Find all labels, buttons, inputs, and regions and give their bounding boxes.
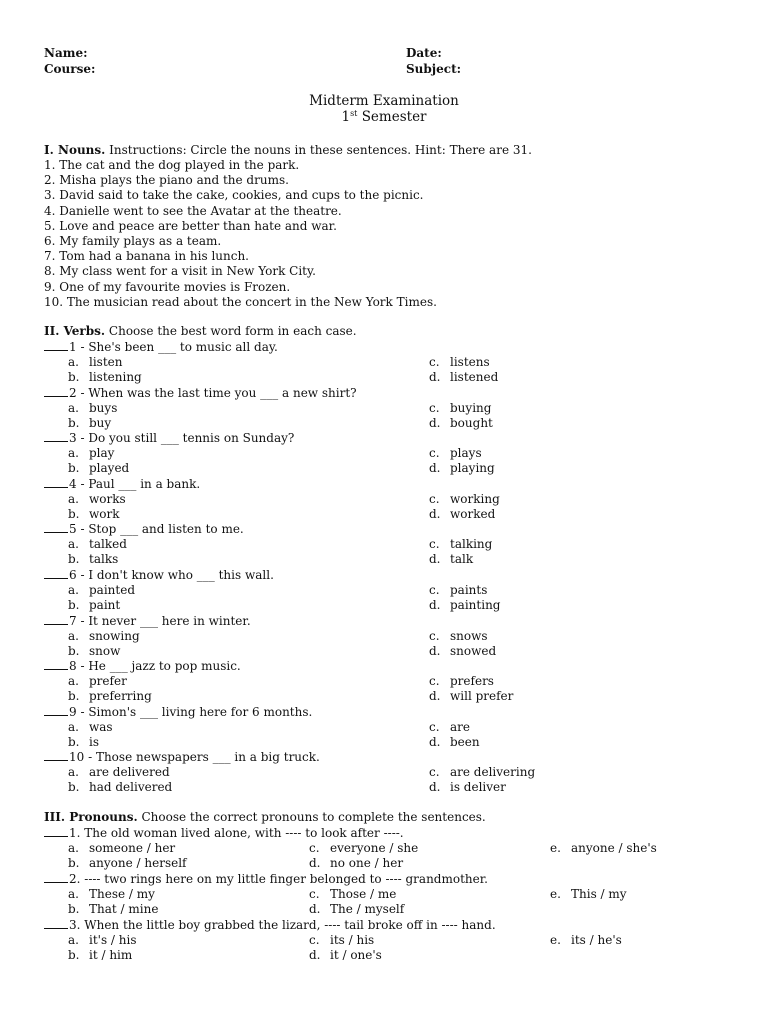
option-text: worked xyxy=(450,506,496,521)
verb-option-b[interactable] xyxy=(68,644,120,659)
option-letter: c. xyxy=(309,841,320,855)
verb-option-d[interactable] xyxy=(429,461,495,476)
nouns-heading xyxy=(44,143,532,157)
noun-sentence: 6. My family plays as a team. xyxy=(44,234,222,248)
answer-blank[interactable] xyxy=(44,431,68,442)
noun-sentence: 8. My class went for a visit in New York City. xyxy=(44,264,316,279)
semester-ordinal-suffix: st xyxy=(350,109,358,118)
option-text: talk xyxy=(450,552,474,567)
verb-option-c[interactable] xyxy=(429,537,492,552)
option-text: everyone / she xyxy=(330,841,419,855)
option-text: it's / his xyxy=(89,933,137,947)
option-text: it / him xyxy=(89,948,133,962)
option-letter: b. xyxy=(68,948,80,962)
option-letter: b. xyxy=(68,370,80,384)
option-text: play xyxy=(89,446,115,461)
date-label: Date: xyxy=(406,46,442,60)
option-letter: b. xyxy=(68,461,80,476)
verb-option-a[interactable] xyxy=(68,355,123,370)
verb-option-c[interactable] xyxy=(429,355,490,370)
answer-blank[interactable] xyxy=(44,826,68,837)
verb-option-c[interactable] xyxy=(429,629,488,644)
option-letter: c. xyxy=(429,537,440,552)
answer-blank[interactable] xyxy=(44,568,68,579)
noun-sentence: 2. Misha plays the piano and the drums. xyxy=(44,173,289,188)
noun-sentence: 4. Danielle went to see the Avatar at the theatre. xyxy=(44,203,342,218)
noun-sentence: 10. The musician read about the concert in the New York Times. xyxy=(44,294,437,309)
verb-question-text: 3 - Do you still ___ tennis on Sunday? xyxy=(69,431,295,446)
option-letter: d. xyxy=(429,734,441,749)
option-text: is xyxy=(89,734,99,749)
option-text: was xyxy=(89,719,113,734)
verb-question xyxy=(44,568,274,583)
option-letter: a. xyxy=(68,674,79,689)
option-letter: b. xyxy=(68,780,80,795)
verb-option-d[interactable] xyxy=(429,370,498,385)
option-text: paints xyxy=(450,583,488,597)
verb-option-d[interactable] xyxy=(429,598,500,613)
verb-option-c[interactable] xyxy=(429,492,500,507)
option-text: played xyxy=(89,461,130,476)
verb-option-d[interactable] xyxy=(429,552,473,567)
pronoun-option-a[interactable] xyxy=(68,887,155,902)
header-row-2 xyxy=(44,62,744,78)
verb-question-text: 1 - She's been ___ to music all day. xyxy=(69,340,278,354)
pronoun-option-c[interactable] xyxy=(309,841,418,856)
option-text: talking xyxy=(450,537,493,552)
verb-question xyxy=(44,522,244,537)
option-letter: a. xyxy=(68,491,79,506)
verbs-heading-label: II. Verbs. xyxy=(44,324,106,338)
option-letter: c. xyxy=(429,674,440,689)
option-text: listened xyxy=(450,370,499,384)
option-letter: e. xyxy=(550,933,561,947)
verb-option-b[interactable] xyxy=(68,689,152,704)
verb-option-a[interactable] xyxy=(68,492,126,507)
option-text: it / one's xyxy=(330,948,382,962)
option-text: listening xyxy=(89,370,142,384)
pronoun-option-a[interactable] xyxy=(68,841,175,856)
option-letter: a. xyxy=(68,933,79,947)
option-text: prefer xyxy=(89,674,127,689)
option-text: playing xyxy=(450,461,495,476)
header-row-1 xyxy=(44,46,744,62)
option-letter: b. xyxy=(68,689,80,704)
verb-question-text: 5 - Stop ___ and listen to me. xyxy=(69,522,244,537)
pronoun-question-text: 1. The old woman lived alone, with ---- to look after ----. xyxy=(69,826,404,840)
option-letter: d. xyxy=(429,415,441,430)
option-text: prefers xyxy=(450,674,494,689)
pronoun-option-b[interactable] xyxy=(68,948,132,963)
verb-option-b[interactable] xyxy=(68,461,129,476)
option-letter: b. xyxy=(68,902,80,916)
option-text: snowed xyxy=(450,643,497,658)
pronoun-option-a[interactable] xyxy=(68,933,137,948)
pronoun-question xyxy=(44,872,488,887)
answer-blank[interactable] xyxy=(44,659,68,670)
option-text: That / mine xyxy=(89,902,159,916)
verb-question-text: 4 - Paul ___ in a bank. xyxy=(69,476,201,491)
option-letter: a. xyxy=(68,537,79,552)
option-letter: d. xyxy=(309,902,321,916)
verb-option-c[interactable] xyxy=(429,720,470,735)
option-text: Those / me xyxy=(330,887,397,901)
semester-ordinal: 1 xyxy=(341,109,351,125)
option-text: are delivered xyxy=(89,765,170,780)
option-letter: a. xyxy=(68,841,79,855)
verb-question-text: 7 - It never ___ here in winter. xyxy=(69,613,251,628)
verb-question xyxy=(44,614,251,629)
verb-option-c[interactable] xyxy=(429,765,535,780)
verb-option-c[interactable] xyxy=(429,446,482,461)
verb-option-a[interactable] xyxy=(68,674,127,689)
answer-blank[interactable] xyxy=(44,522,68,533)
verb-question xyxy=(44,431,294,446)
verb-option-a[interactable] xyxy=(68,446,114,461)
option-text: someone / her xyxy=(89,841,176,855)
verb-option-a[interactable] xyxy=(68,629,140,644)
option-text: anyone / she's xyxy=(571,841,657,855)
option-letter: d. xyxy=(429,552,441,567)
option-letter: a. xyxy=(68,446,79,461)
semester-title xyxy=(0,109,768,125)
option-letter: d. xyxy=(429,689,441,704)
option-letter: d. xyxy=(429,598,441,612)
option-letter: a. xyxy=(68,583,79,597)
verb-option-a[interactable] xyxy=(68,401,117,416)
answer-blank[interactable] xyxy=(44,614,68,625)
pronoun-option-b[interactable] xyxy=(68,856,187,871)
verb-option-b[interactable] xyxy=(68,416,111,431)
option-letter: c. xyxy=(429,628,440,643)
pronoun-question-text: 3. When the little boy grabbed the lizard, ---- tail broke off in ---- hand. xyxy=(69,918,496,932)
verb-question xyxy=(44,705,312,720)
option-letter: a. xyxy=(68,765,79,780)
answer-blank[interactable] xyxy=(44,872,68,883)
verb-option-c[interactable] xyxy=(429,583,487,598)
noun-sentence: 1. The cat and the dog played in the park. xyxy=(44,158,300,172)
verb-question-text: 9 - Simon's ___ living here for 6 months. xyxy=(69,704,313,719)
verb-question xyxy=(44,386,357,401)
option-text: working xyxy=(450,491,500,506)
option-text: plays xyxy=(450,446,482,461)
option-letter: b. xyxy=(68,415,80,430)
pronoun-option-e[interactable] xyxy=(550,887,627,902)
option-letter: d. xyxy=(429,780,441,795)
option-letter: d. xyxy=(429,370,441,384)
pronoun-option-b[interactable] xyxy=(68,902,158,917)
option-text: its / he's xyxy=(571,933,622,947)
pronoun-option-e[interactable] xyxy=(550,841,657,856)
option-text: These / my xyxy=(89,887,155,901)
verb-option-b[interactable] xyxy=(68,552,118,567)
exam-title: Midterm Examination xyxy=(309,93,459,109)
option-text: listens xyxy=(450,355,490,369)
pronoun-option-c[interactable] xyxy=(309,933,374,948)
noun-sentence: 5. Love and peace are better than hate and war. xyxy=(44,218,337,233)
option-text: its / his xyxy=(330,933,375,947)
option-letter: a. xyxy=(68,628,79,643)
option-text: is deliver xyxy=(450,780,506,795)
pronouns-heading xyxy=(44,810,486,824)
semester-word: Semester xyxy=(361,109,427,125)
option-text: snow xyxy=(89,643,121,658)
verb-question xyxy=(44,659,241,674)
option-text: talked xyxy=(89,537,127,552)
course-label: Course: xyxy=(44,62,96,76)
option-text: are xyxy=(450,719,470,734)
verb-option-c[interactable] xyxy=(429,674,494,689)
option-text: snows xyxy=(450,628,488,643)
verb-option-d[interactable] xyxy=(429,689,513,704)
pronoun-option-d[interactable] xyxy=(309,948,382,963)
option-letter: b. xyxy=(68,643,80,658)
option-letter: c. xyxy=(309,933,320,947)
option-text: buys xyxy=(89,400,118,415)
subject-label: Subject: xyxy=(406,62,462,76)
option-letter: a. xyxy=(68,887,79,901)
option-letter: a. xyxy=(68,400,79,415)
verb-option-d[interactable] xyxy=(429,416,493,431)
verb-option-a[interactable] xyxy=(68,765,170,780)
nouns-instructions: Instructions: Circle the nouns in these sentences. Hint: There are 31. xyxy=(109,143,532,157)
option-letter: a. xyxy=(68,719,79,734)
pronoun-option-d[interactable] xyxy=(309,902,404,917)
verb-option-d[interactable] xyxy=(429,507,495,522)
option-text: talks xyxy=(89,552,119,567)
noun-sentence: 3. David said to take the cake, cookies, and cups to the picnic. xyxy=(44,188,424,203)
option-text: This / my xyxy=(571,887,627,901)
verb-question-text: 8 - He ___ jazz to pop music. xyxy=(69,659,241,674)
pronoun-question xyxy=(44,918,496,933)
option-letter: c. xyxy=(429,583,440,597)
option-text: been xyxy=(450,734,480,749)
verb-option-b[interactable] xyxy=(68,735,99,750)
verb-option-d[interactable] xyxy=(429,780,506,795)
verb-option-a[interactable] xyxy=(68,720,113,735)
pronouns-instructions: Choose the correct pronouns to complete the sentences. xyxy=(141,810,486,824)
verb-question xyxy=(44,477,200,492)
answer-blank[interactable] xyxy=(44,705,68,716)
answer-blank[interactable] xyxy=(44,750,68,761)
option-letter: b. xyxy=(68,598,80,612)
option-letter: c. xyxy=(309,887,320,901)
pronoun-option-c[interactable] xyxy=(309,887,396,902)
verb-question-text: 6 - I don't know who ___ this wall. xyxy=(69,568,274,582)
noun-sentence: 9. One of my favourite movies is Frozen. xyxy=(44,279,291,294)
name-label: Name: xyxy=(44,46,88,60)
nouns-heading-label: I. Nouns. xyxy=(44,143,106,157)
option-text: anyone / herself xyxy=(89,856,187,870)
pronoun-option-e[interactable] xyxy=(550,933,622,948)
option-letter: c. xyxy=(429,491,440,506)
option-letter: e. xyxy=(550,887,561,901)
option-letter: d. xyxy=(309,856,321,870)
verbs-heading xyxy=(44,324,357,338)
verb-option-d[interactable] xyxy=(429,735,480,750)
verb-option-a[interactable] xyxy=(68,583,135,598)
option-letter: d. xyxy=(429,506,441,521)
option-letter: b. xyxy=(68,856,80,870)
option-text: paint xyxy=(89,598,121,612)
option-letter: c. xyxy=(429,765,440,780)
option-text: buying xyxy=(450,400,492,415)
option-letter: d. xyxy=(309,948,321,962)
option-text: listen xyxy=(89,355,123,369)
answer-blank[interactable] xyxy=(44,918,68,929)
option-letter: d. xyxy=(429,643,441,658)
option-letter: c. xyxy=(429,400,440,415)
option-letter: c. xyxy=(429,355,440,369)
option-text: will prefer xyxy=(450,689,514,704)
verb-question xyxy=(44,750,320,765)
noun-sentence: 7. Tom had a banana in his lunch. xyxy=(44,249,249,264)
option-text: The / myself xyxy=(330,902,405,916)
option-letter: c. xyxy=(429,719,440,734)
option-text: snowing xyxy=(89,628,140,643)
pronoun-option-d[interactable] xyxy=(309,856,403,871)
option-text: painted xyxy=(89,583,136,597)
option-text: painting xyxy=(450,598,501,612)
answer-blank[interactable] xyxy=(44,386,68,397)
option-letter: c. xyxy=(429,446,440,461)
verb-option-b[interactable] xyxy=(68,507,120,522)
verb-option-b[interactable] xyxy=(68,370,142,385)
pronoun-question-text: 2. ---- two rings here on my little finger belonged to ---- grandmother. xyxy=(69,872,488,886)
option-text: buy xyxy=(89,415,112,430)
option-text: bought xyxy=(450,415,493,430)
option-letter: d. xyxy=(429,461,441,476)
verb-option-b[interactable] xyxy=(68,780,172,795)
verb-option-b[interactable] xyxy=(68,598,120,613)
option-letter: e. xyxy=(550,841,561,855)
verb-option-d[interactable] xyxy=(429,644,496,659)
option-text: are delivering xyxy=(450,765,536,780)
verb-question-text: 2 - When was the last time you ___ a new shirt? xyxy=(69,385,357,400)
option-letter: b. xyxy=(68,552,80,567)
answer-blank[interactable] xyxy=(44,477,68,488)
verbs-instructions: Choose the best word form in each case. xyxy=(108,324,357,338)
answer-blank[interactable] xyxy=(44,340,68,351)
pronoun-question xyxy=(44,826,404,841)
option-text: had delivered xyxy=(89,780,173,795)
option-text: work xyxy=(89,506,120,521)
verb-question xyxy=(44,340,278,355)
pronouns-heading-label: III. Pronouns. xyxy=(44,810,138,824)
option-text: no one / her xyxy=(330,856,404,870)
option-letter: b. xyxy=(68,734,80,749)
option-letter: a. xyxy=(68,355,79,369)
option-letter: b. xyxy=(68,506,80,521)
verb-question-text: 10 - Those newspapers ___ in a big truck. xyxy=(69,750,320,765)
option-text: preferring xyxy=(89,689,152,704)
option-text: works xyxy=(89,491,126,506)
verb-option-c[interactable] xyxy=(429,401,491,416)
verb-option-a[interactable] xyxy=(68,537,127,552)
